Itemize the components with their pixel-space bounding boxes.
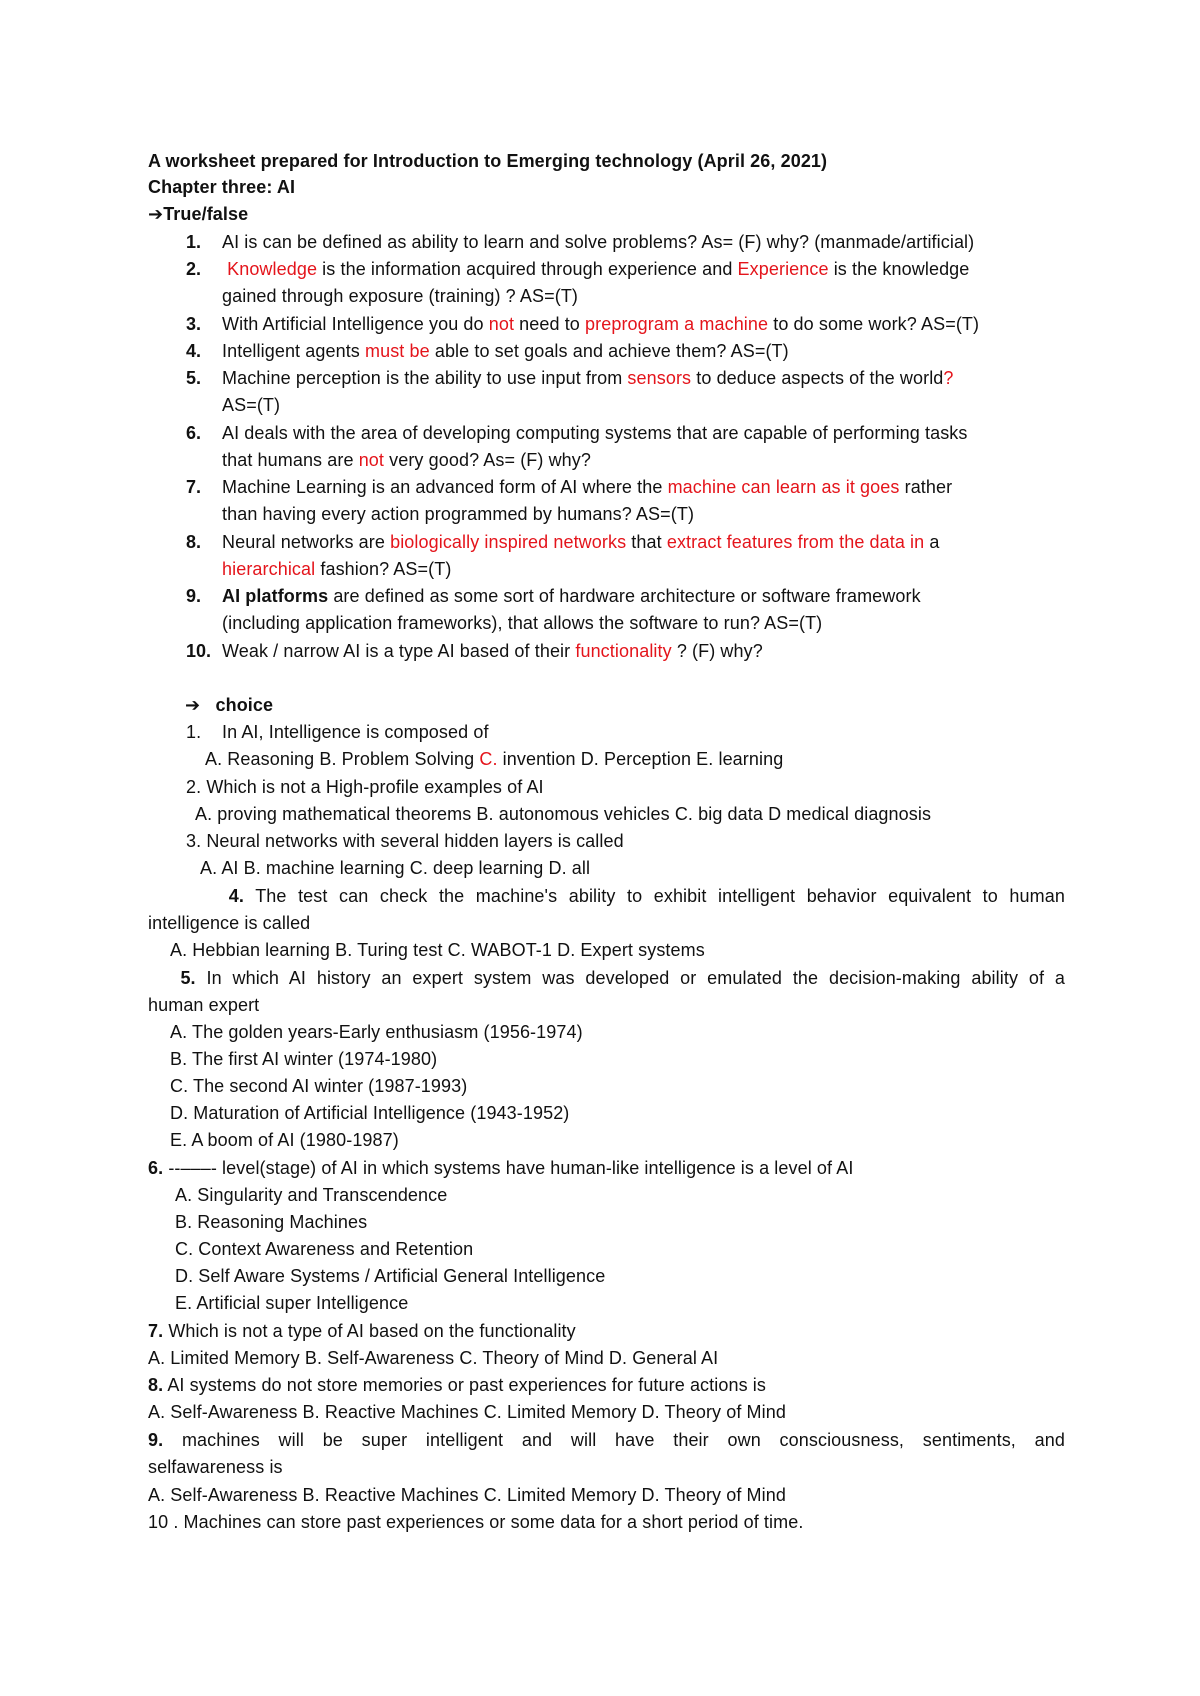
tf-q6-keyword-not: not [358,450,385,470]
tf-q2-line1 [222,258,1062,280]
arrow-icon: ➔ [148,204,164,224]
true-false-heading [148,203,248,225]
arrow-icon: ➔ [185,695,201,715]
tf-q2-line2: gained through exposure (training) ? AS=(T) [222,286,579,306]
tf-q1-number: 1. [186,232,202,252]
true-false-label: True/false [163,204,249,224]
tf-q3-keyword-preprogram: preprogram a machine [585,314,769,334]
mc-q7-options: A. Limited Memory B. Self-Awareness C. Theory of Mind D. General AI [148,1348,719,1368]
tf-q5-text-a: Machine perception is the ability to use input from [222,368,628,388]
tf-q1-text: AI is can be defined as ability to learn and solve problems? As= (F) why? (manmade/artificial) [222,232,975,252]
mc-q2-text: 2. Which is not a High-profile examples of AI [186,777,544,797]
mc-q1-options-rest: invention D. Perception E. learning [497,749,784,769]
tf-q8-text-a: Neural networks are [222,532,391,552]
tf-q3-number: 3. [186,314,202,334]
tf-q8-line2 [222,558,451,580]
mc-q3-options: A. AI B. machine learning C. deep learning D. all [200,858,591,878]
tf-q10-text [222,640,763,662]
tf-q5-text-b: to deduce aspects of the world [691,368,944,388]
mc-q8-line1 [148,1374,766,1396]
mc-q5-option-d: D. Maturation of Artificial Intelligence (1943-1952) [170,1103,570,1123]
mc-q4-number: 4. [228,886,244,906]
tf-q4-keyword-must-be: must be [365,341,430,361]
mc-q8-number: 8. [148,1375,164,1395]
mc-q6-option-a: A. Singularity and Transcendence [175,1185,448,1205]
mc-q1-options [205,748,783,770]
tf-q2-number: 2. [186,259,202,279]
mc-q5-line2: human expert [148,995,260,1015]
tf-q9-line1 [222,585,921,607]
tf-q5-number: 5. [186,368,202,388]
tf-q6-line2 [222,449,591,471]
tf-q3-text-a: With Artificial Intelligence you do [222,314,489,334]
tf-q7-line1 [222,476,952,498]
mc-q2-options: A. proving mathematical theorems B. autonomous vehicles C. big data D medical diagnosis [195,804,932,824]
tf-q2-text-b: is the knowledge [828,259,970,279]
tf-q4-text [222,340,789,362]
tf-q7-line2: than having every action programmed by humans? AS=(T) [222,504,695,524]
mc-q4-options: A. Hebbian learning B. Turing test C. WABOT-1 D. Expert systems [170,940,705,960]
mc-q10-text: 10 . Machines can store past experiences or some data for a short period of time. [148,1512,804,1532]
tf-q3-text [222,313,979,335]
tf-q3-text-b: need to [514,314,586,334]
tf-q8-keyword-extract: extract features from the data in [666,532,925,552]
mc-q1-option-c-letter: C. [479,749,498,769]
tf-q10-text-a: Weak / narrow AI is a type AI based of their [222,641,576,661]
tf-q8-number: 8. [186,532,202,552]
tf-q4-number: 4. [186,341,202,361]
tf-q4-text-a: Intelligent agents [222,341,365,361]
tf-q8-keyword-bio: biologically inspired networks [390,532,627,552]
tf-q2-keyword-experience: Experience [737,259,829,279]
mc-q6-option-b: B. Reasoning Machines [175,1212,368,1232]
mc-q5-option-b: B. The first AI winter (1974-1980) [170,1049,438,1069]
tf-q6-line1: AI deals with the area of developing computing systems that are capable of performing tasks [222,423,968,443]
tf-q10-text-b: ? (F) why? [671,641,763,661]
mc-q1-options-a: A. Reasoning B. Problem Solving [205,749,480,769]
mc-q4-line1 [148,885,1065,907]
tf-q8-text-d: fashion? AS=(T) [315,559,452,579]
tf-q7-keyword-machine-learn: machine can learn as it goes [667,477,900,497]
tf-q10-number: 10. [186,641,212,661]
mc-q6-option-e: E. Artificial super Intelligence [175,1293,409,1313]
mc-q9-line1 [148,1429,1065,1451]
tf-q9-number: 9. [186,586,202,606]
tf-q8-text-b: that [626,532,667,552]
tf-q9-text-a: are defined as some sort of hardware architecture or software framework [328,586,921,606]
tf-q3-keyword-not: not [488,314,515,334]
mc-q6-option-c: C. Context Awareness and Retention [175,1239,474,1259]
mc-q1-number: 1. [186,722,202,742]
mc-q7-number: 7. [148,1321,164,1341]
choice-label: choice [215,695,274,715]
tf-q8-text-c: a [924,532,940,552]
tf-q7-text-a: Machine Learning is an advanced form of AI where the [222,477,668,497]
tf-q10-keyword-functionality: functionality [575,641,672,661]
tf-q5-line1 [222,367,954,389]
mc-q4-text: The test can check the machine's ability to exhibit intelligent behavior equivalent to human [244,886,1065,906]
tf-q3-text-c: to do some work? AS=(T) [768,314,980,334]
tf-q5-question-mark: ? [943,368,954,388]
mc-q9-line2: selfawareness is [148,1457,283,1477]
mc-q5-text: In which AI history an expert system was developed or emulated the decision-making ability of a [195,968,1065,988]
tf-q9-keyword-platforms: AI platforms [222,586,329,606]
tf-q8-line1 [222,531,940,553]
mc-q7-text: Which is not a type of AI based on the functionality [163,1321,576,1341]
mc-q7-line1 [148,1320,576,1342]
mc-q1-text: In AI, Intelligence is composed of [222,722,489,742]
mc-q5-option-e: E. A boom of AI (1980-1987) [170,1130,399,1150]
tf-q2-keyword-knowledge: Knowledge [227,259,318,279]
tf-q2-text-a: is the information acquired through experience and [317,259,738,279]
mc-q3-text: 3. Neural networks with several hidden layers is called [186,831,624,851]
mc-q5-option-c: C. The second AI winter (1987-1993) [170,1076,468,1096]
mc-q8-text: AI systems do not store memories or past experiences for future actions is [163,1375,766,1395]
mc-q9-number: 9. [148,1430,164,1450]
mc-q8-options: A. Self-Awareness B. Reactive Machines C. Limited Memory D. Theory of Mind [148,1402,786,1422]
mc-q4-line2: intelligence is called [148,913,311,933]
tf-q6-text-b: very good? As= (F) why? [384,450,592,470]
tf-q6-text-a: that humans are [222,450,359,470]
tf-q5-keyword-sensors: sensors [627,368,692,388]
mc-q9-options: A. Self-Awareness B. Reactive Machines C. Limited Memory D. Theory of Mind [148,1485,786,1505]
mc-q6-number: 6. [148,1158,164,1178]
worksheet-title: A worksheet prepared for Introduction to Emerging technology (April 26, 2021) [148,151,828,171]
mc-q6-line1 [148,1157,853,1179]
mc-q6-text: --–––- level(stage) of AI in which systems have human-like intelligence is a level of AI [163,1158,854,1178]
tf-q7-number: 7. [186,477,202,497]
choice-heading [185,694,273,716]
tf-q5-line2: AS=(T) [222,395,281,415]
tf-q4-text-b: able to set goals and achieve them? AS=(T) [429,341,789,361]
mc-q9-text: machines will be super intelligent and will have their own consciousness, sentiments, and [163,1430,1065,1450]
tf-q9-line2: (including application frameworks), that allows the software to run? AS=(T) [222,613,823,633]
mc-q5-line1 [148,967,1065,989]
tf-q8-keyword-hierarchical: hierarchical [222,559,316,579]
mc-q6-option-d: D. Self Aware Systems / Artificial General Intelligence [175,1266,606,1286]
tf-q7-text-b: rather [899,477,953,497]
tf-q6-number: 6. [186,423,202,443]
mc-q5-number: 5. [180,968,196,988]
mc-q5-option-a: A. The golden years-Early enthusiasm (1956-1974) [170,1022,583,1042]
chapter-heading: Chapter three: AI [148,177,296,197]
